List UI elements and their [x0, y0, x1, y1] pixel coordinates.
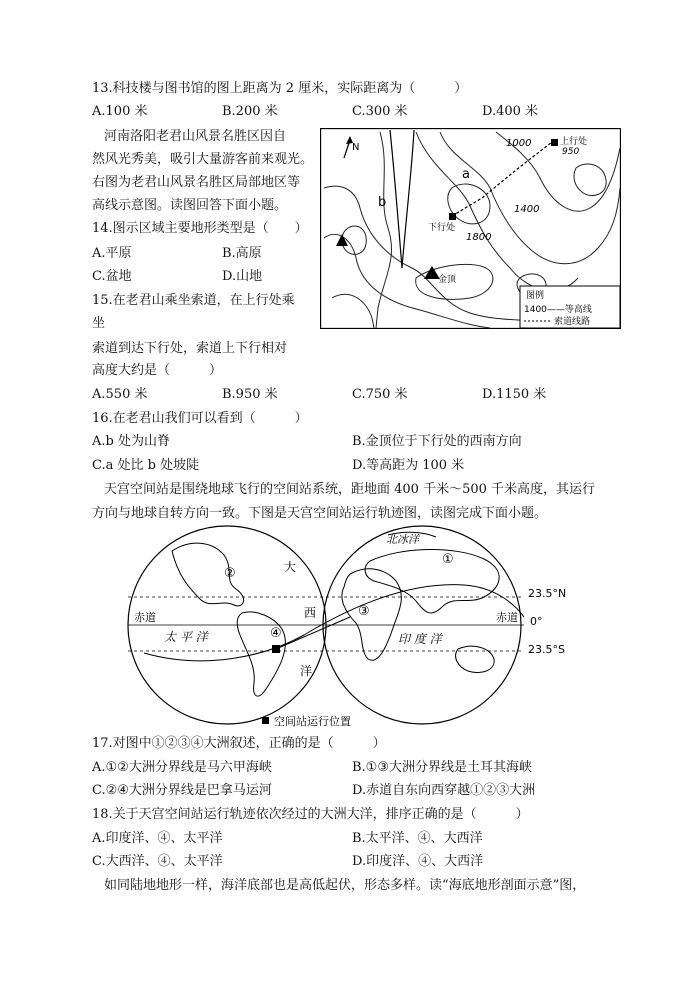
lower-station-marker — [449, 213, 456, 220]
lat-label-s: 23.5°S — [528, 643, 565, 656]
q15-option-a[interactable]: A.550 米 — [92, 387, 148, 402]
atlantic-label-1: 大 — [284, 560, 297, 574]
legend-marker-icon — [262, 717, 269, 724]
lower-station-label: 下行处 — [428, 223, 456, 233]
q13-option-a[interactable]: A.100 米 — [92, 104, 148, 119]
point-b-label: b — [378, 195, 387, 210]
q14-stem: 14.图示区域主要地形类型是（ ） — [92, 221, 308, 236]
contour-label-1800: 1800 — [466, 232, 492, 243]
continent-label-1: ① — [442, 552, 454, 567]
q14-option-c[interactable]: C.盆地 — [92, 269, 132, 284]
legend-cable: 索道线路 — [554, 317, 591, 327]
q15-stem-4: 高度大约是（ ） — [92, 363, 223, 378]
indian-label: 印 度 洋 — [398, 632, 442, 646]
atlantic-label-3: 洋 — [300, 664, 313, 678]
q14-option-d[interactable]: D.山地 — [222, 269, 263, 284]
q18-stem: 18.关于天宫空间站运行轨迹依次经过的大洲大洋，排序正确的是（ ） — [92, 807, 529, 822]
atlantic-label-2: 西 — [304, 606, 317, 620]
q13-option-d[interactable]: D.400 米 — [482, 104, 539, 119]
q18-option-b[interactable]: B.太平洋、④、大西洋 — [352, 831, 483, 846]
arctic-label: 北冰洋 — [386, 533, 419, 546]
q14-option-a[interactable]: A.平原 — [92, 246, 132, 261]
q13-stem: 13.科技楼与图书馆的图上距离为 2 厘米，实际距离为（ ） — [92, 81, 468, 96]
passage3: 如同陆地地形一样，海洋底部也是高低起伏，形态多样。读“海底地形剖面示意”图， — [104, 878, 586, 893]
q16-option-d[interactable]: D.等高距为 100 米 — [352, 458, 465, 473]
passage2-line-2: 方向与地球自转方向一致。下图是天宫空间站运行轨迹图，读图完成下面小题。 — [92, 506, 548, 521]
contour-label-1400: 1400 — [514, 204, 540, 215]
equator-label-left: 赤道 — [134, 611, 156, 624]
q13-option-b[interactable]: B.200 米 — [222, 104, 278, 119]
passage1-line-4: 高线示意图。读图回答下面小题。 — [92, 198, 288, 213]
q15-option-c[interactable]: C.750 米 — [352, 387, 408, 402]
q13-option-c[interactable]: C.300 米 — [352, 104, 408, 119]
contour-map — [320, 128, 621, 329]
upper-station-label: 上行处 — [560, 137, 588, 147]
continent-label-3: ③ — [358, 604, 370, 619]
q17-option-a[interactable]: A.①②大洲分界线是马六甲海峡 — [92, 760, 272, 775]
upper-station-elevation: 950 — [562, 147, 580, 157]
q17-stem: 17.对图中①②③④大洲叙述，正确的是（ ） — [92, 736, 386, 751]
q17-option-b[interactable]: B.①③大洲分界线是土耳其海峡 — [352, 760, 532, 775]
contour-label-1000: 1000 — [506, 138, 532, 149]
q16-option-b[interactable]: B.金顶位于下行处的西南方向 — [352, 434, 522, 449]
lat-label-0: 0° — [530, 615, 543, 628]
north-label: N — [352, 142, 360, 153]
q16-option-c[interactable]: C.a 处比 b 处坡陡 — [92, 458, 200, 473]
legend-contour: 1400——等高线 — [524, 305, 592, 315]
passage1-line-1: 河南洛阳老君山风景名胜区因自 — [104, 129, 287, 144]
upper-station-marker — [551, 139, 558, 146]
pacific-label: 太 平 洋 — [164, 630, 208, 644]
q15-option-b[interactable]: B.950 米 — [222, 387, 278, 402]
passage1-line-2: 然风光秀美，吸引大量游客前来观光。 — [92, 152, 314, 167]
point-a-label: a — [462, 167, 470, 182]
continent-label-4: ④ — [270, 626, 282, 641]
equator-label-right: 赤道 — [496, 611, 518, 624]
continent-label-2: ② — [224, 566, 236, 581]
lat-label-n: 23.5°N — [528, 587, 567, 600]
q17-option-d[interactable]: D.赤道自东向西穿越①②③大洲 — [352, 783, 536, 798]
station-position-marker — [272, 645, 280, 653]
q16-stem: 16.在老君山我们可以看到（ ） — [92, 411, 308, 426]
legend-title: 图例 — [526, 291, 545, 301]
world-map — [124, 525, 574, 730]
q18-option-a[interactable]: A.印度洋、④、太平洋 — [92, 831, 223, 846]
q17-option-c[interactable]: C.②④大洲分界线是巴拿马运河 — [92, 783, 272, 798]
passage1-line-3: 右图为老君山风景名胜区局部地区等 — [92, 175, 301, 190]
q18-option-c[interactable]: C.大西洋、④、太平洋 — [92, 854, 223, 869]
q16-option-a[interactable]: A.b 处为山脊 — [92, 434, 170, 449]
passage2-line-1: 天宫空间站是围绕地球飞行的空间站系统，距地面 400 千米～500 千米高度，其运行 — [104, 482, 596, 497]
q15-stem-2: 坐 — [92, 316, 106, 331]
q15-option-d[interactable]: D.1150 米 — [482, 387, 547, 402]
q14-option-b[interactable]: B.高原 — [222, 246, 262, 261]
q15-stem-3: 索道到达下行处，索道上下行相对 — [92, 341, 288, 356]
q18-option-d[interactable]: D.印度洋、④、大西洋 — [352, 854, 484, 869]
world-map-legend: 空间站运行位置 — [274, 715, 351, 728]
peak-label: 金顶 — [438, 275, 457, 285]
contour-map-legend — [520, 286, 620, 328]
q15-stem-1: 15.在老君山乘坐索道，在上行处乘 — [92, 293, 295, 308]
